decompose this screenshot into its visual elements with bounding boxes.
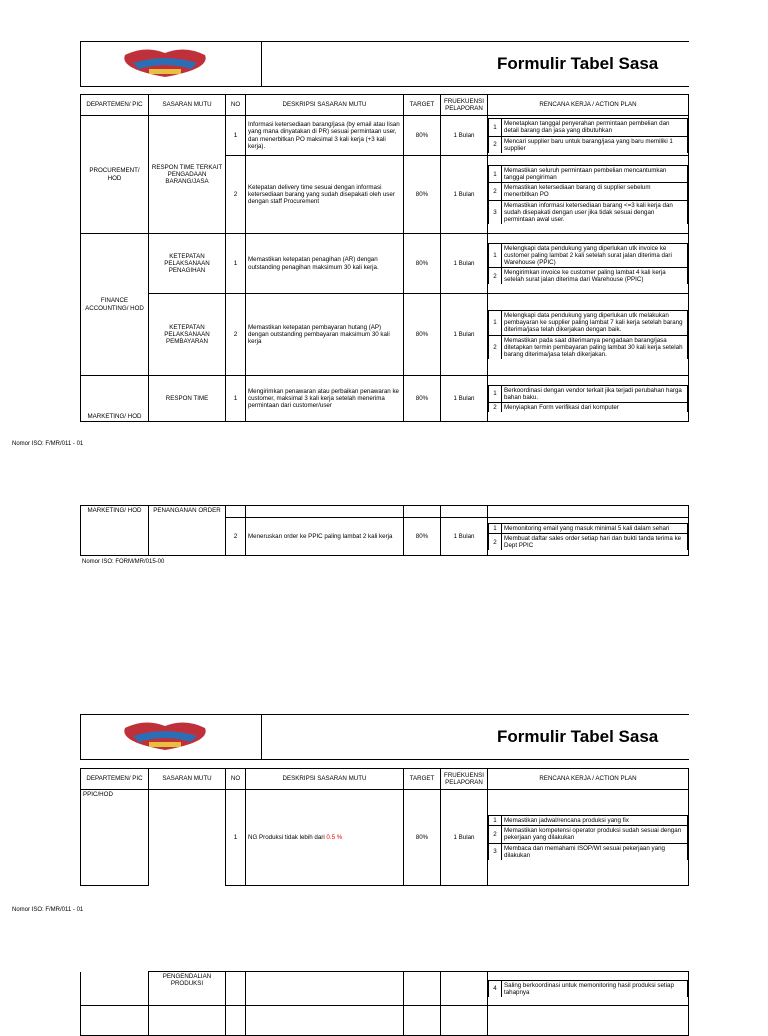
- row-frequency: 1 Bulan: [441, 518, 488, 556]
- action-plan-cell: [488, 972, 689, 1006]
- quality-target-table-1-cont: [80, 505, 689, 556]
- row-description: Informasi ketersediaan barang/jasa (by email atau lisan yang mana dinyatakan di PR) sesuai permintaan user, dan menerbitkan PO maksimal 3 kali kerja (+3 kali kerja).: [246, 116, 404, 156]
- plan-text: Memastikan ketersediaan barang di supplier sebelum menerbitkan PO: [502, 183, 688, 200]
- row-target: 80%: [404, 294, 441, 376]
- row-no: 1: [226, 376, 246, 422]
- table-row: [81, 234, 689, 294]
- action-plan-cell: [488, 376, 689, 422]
- plan-text: Melengkapi data pendukung yang diperlukan utk melakukan pembayaran ke supplier paling lambat 7 kali kerja setelah barang diterima/jasa telah dikerjakan dengan baik.: [502, 311, 688, 335]
- row-frequency: 1 Bulan: [441, 294, 488, 376]
- plan-text: Menyiapkan Form verifikasi dari komputer: [502, 403, 688, 413]
- action-plan-cell: [488, 116, 689, 156]
- col-header-frekuensi: FRUEKUENSI PELAPORAN: [441, 95, 488, 116]
- quality-target-table-2-cont: [80, 971, 689, 1036]
- sasaran-marketing-bottom: PENANGANAN ORDER: [149, 506, 226, 556]
- plan-no: 2: [489, 136, 502, 153]
- row-no: 1: [226, 234, 246, 294]
- row-description: Memastikan ketepatan penagihan (AR) dengan outstanding penagihan maksimum 30 kali kerja.: [246, 234, 404, 294]
- form-title: Formulir Tabel Sasa: [497, 54, 659, 73]
- col-header-rencana: RENCANA KERJA / ACTION PLAN: [488, 769, 689, 790]
- plan-text: Menetapkan tanggal penyerahan permintaan pembelian dan detail barang dan jasa yang dibutuhkan: [502, 119, 688, 136]
- row-target: 80%: [404, 234, 441, 294]
- page-1-table-clip: [80, 94, 688, 420]
- row-frequency: 1 Bulan: [441, 156, 488, 234]
- quality-target-table-2: [80, 768, 689, 886]
- plan-no: 3: [489, 200, 502, 224]
- table-row: [81, 790, 689, 886]
- row-target: 80%: [404, 790, 441, 886]
- row-description: [246, 790, 404, 886]
- row-no: 2: [226, 156, 246, 234]
- plan-text: Membaca dan memahami ISOP/WI sesuai pekerjaan yang dilakukan: [502, 843, 688, 860]
- row-description: Memastikan ketepatan pembayaran hutang (AP) dengan outstanding pembayaran maksimum 30 kali kerja: [246, 294, 404, 376]
- plan-text: Berkoordinasi dengan vendor terkait jika terjadi perubahan harga bahan baku.: [502, 385, 688, 402]
- row-frequency: 1 Bulan: [441, 116, 488, 156]
- row-target: 80%: [404, 376, 441, 422]
- col-header-deskripsi: DESKRIPSI SASARAN MUTU: [246, 769, 404, 790]
- logo-cell: [81, 42, 262, 86]
- table-row: [81, 376, 689, 422]
- plan-text: Melengkapi data pendukung yang diperlukan utk invoice ke customer paling lambat 2 kali setelah surat jalan diterima dari Warehouse (PPIC): [502, 243, 688, 267]
- logo-cell: [81, 715, 262, 759]
- dept-ppic: PPIC/HOD: [81, 790, 149, 886]
- row-frequency: 1 Bulan: [441, 234, 488, 294]
- plan-no: 2: [489, 183, 502, 200]
- quality-target-table-1: [80, 94, 689, 422]
- dept-marketing-top: MARKETING/ HOD: [81, 376, 149, 422]
- col-header-target: TARGET: [404, 769, 441, 790]
- row-description: Meneruskan order ke PPIC paling lambat 2 kali kerja: [246, 518, 404, 556]
- plan-no: 2: [489, 826, 502, 843]
- row-no: 1: [226, 790, 246, 886]
- table-row: [81, 116, 689, 156]
- col-header-sasaran: SASARAN MUTU: [149, 769, 226, 790]
- col-header-target: TARGET: [404, 95, 441, 116]
- plan-text: Mencari supplier baru untuk barang/jasa yang baru memiliki 1 supplier: [502, 136, 688, 153]
- action-plan-cell: [488, 234, 689, 294]
- plan-no: 1: [489, 166, 502, 183]
- plan-no: 2: [489, 533, 502, 550]
- col-header-dept: DEPARTEMEN/ PIC: [81, 769, 149, 790]
- plan-text: Memastikan jadwal/rencana produksi yang fix: [502, 816, 688, 826]
- plan-text: Memastikan informasi ketersediaan barang <=3 kali kerja dan sudah disepakati dengan user jika tidak sesuai dengan permintaan awal user.: [502, 200, 688, 224]
- plan-no: 1: [489, 119, 502, 136]
- sasaran-finance-2: KETEPATAN PELAKSANAAN PEMBAYARAN: [149, 294, 226, 376]
- row-no: 2: [226, 518, 246, 556]
- plan-text: Mengirimkan invoice ke customer paling lambat 4 kali kerja setelah surat jalan diterima dari Warehouse (PPIC): [502, 268, 688, 285]
- table-row: [81, 294, 689, 376]
- col-header-no: NO: [226, 95, 246, 116]
- action-plan-cell: [488, 518, 689, 556]
- continuation-clip-2: [80, 971, 688, 1024]
- plan-text: Membuat daftar sales order setiap hari dan bukti tanda terima ke Dept PPIC: [502, 533, 688, 550]
- desc-prefix: NG Produksi tidak lebih dari: [248, 833, 327, 841]
- plan-no: 1: [489, 243, 502, 267]
- dept-marketing-bottom: MARKETING/ HOD: [81, 506, 149, 556]
- plan-no: 2: [489, 335, 502, 359]
- col-header-dept: DEPARTEMEN/ PIC: [81, 95, 149, 116]
- plan-no: 2: [489, 403, 502, 413]
- company-logo-icon: [115, 720, 215, 754]
- row-target: 80%: [404, 116, 441, 156]
- plan-text: Memastikan pada saat diterimanya pengadaan barang/jasa ditetapkan termin pembayaran paling lambat 30 kali kerja setelah barang diterima/jasa telah dikerjakan.: [502, 335, 688, 359]
- row-frequency: 1 Bulan: [441, 376, 488, 422]
- table-row: [81, 972, 689, 1006]
- row-no: 2: [226, 294, 246, 376]
- sasaran-ppic-2: PENGENDALIAN PRODUKSI: [149, 972, 226, 1006]
- dept-procurement: PROCUREMENT/ HOD: [81, 116, 149, 234]
- plan-no: 1: [489, 816, 502, 826]
- row-description: Mengirimkan penawaran atau perbaikan penawaran ke customer, maksimal 3 kali kerja setelah menerima permintaan dari customer/user: [246, 376, 404, 422]
- iso-number-2: Nomor ISO: F/MR/011 - 01: [12, 907, 84, 913]
- table-row: [81, 506, 689, 518]
- action-plan-cell: [488, 156, 689, 234]
- table-row: [81, 1006, 689, 1036]
- plan-no: 1: [489, 385, 502, 402]
- sasaran-procurement: RESPON TIME TERKAIT PENGADAAN BARANG/JASA: [149, 116, 226, 234]
- plan-text: Memonitoring email yang masuk minimal 5 kali dalam sehari: [502, 523, 688, 533]
- sasaran-marketing-top: RESPON TIME: [149, 376, 226, 422]
- iso-number-1: Nomor ISO: F/MR/011 - 01: [12, 441, 84, 447]
- iso-form-number: Nomor ISO: FORM/MR/015-00: [82, 559, 165, 565]
- col-header-frekuensi: FRUEKUENSI PELAPORAN: [441, 769, 488, 790]
- plan-text: Memastikan seluruh permintaan pembelian mencantumkan tanggal pengiriman: [502, 166, 688, 183]
- plan-text: Memastikan kompetensi operator produksi sudah sesuai dengan pekerjaan yang dilakukan: [502, 826, 688, 843]
- sasaran-finance-1: KETEPATAN PELAKSANAAN PENAGIHAN: [149, 234, 226, 294]
- row-target: 80%: [404, 156, 441, 234]
- row-target: 80%: [404, 518, 441, 556]
- row-no: 1: [226, 116, 246, 156]
- plan-no: 4: [489, 980, 502, 997]
- desc-value: 0.5 %: [326, 833, 343, 841]
- company-logo-icon: [115, 47, 215, 81]
- action-plan-cell: [488, 294, 689, 376]
- row-description: Ketepatan delivery time sesuai dengan informasi ketersediaan barang yang sudah disepakati oleh user dengan staff Procurement: [246, 156, 404, 234]
- col-header-sasaran: SASARAN MUTU: [149, 95, 226, 116]
- plan-no: 1: [489, 311, 502, 335]
- plan-no: 3: [489, 843, 502, 860]
- plan-no: 2: [489, 268, 502, 285]
- form-header-2: [80, 714, 689, 760]
- continuation-clip: [80, 505, 688, 557]
- row-frequency: 1 Bulan: [441, 790, 488, 886]
- col-header-deskripsi: DESKRIPSI SASARAN MUTU: [246, 95, 404, 116]
- form-header-1: [80, 41, 689, 87]
- col-header-rencana: RENCANA KERJA / ACTION PLAN: [488, 95, 689, 116]
- plan-text: Saling berkoordinasi untuk memonitoring hasil produksi setiap tahapnya: [502, 980, 688, 997]
- plan-no: 1: [489, 523, 502, 533]
- col-header-no: NO: [226, 769, 246, 790]
- action-plan-cell: [488, 790, 689, 886]
- dept-finance: FINANCE ACCOUNTING/ HOD: [81, 234, 149, 376]
- form-title: Formulir Tabel Sasa: [497, 727, 659, 746]
